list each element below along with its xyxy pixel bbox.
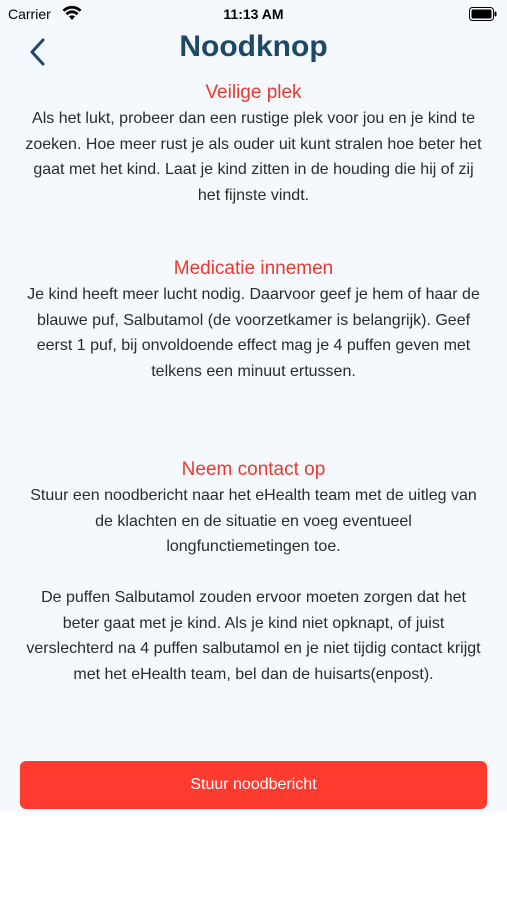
section-safe-place bbox=[22, 80, 485, 208]
section-note bbox=[22, 585, 485, 687]
section-medication bbox=[22, 256, 485, 384]
section-heading: Veilige plek bbox=[205, 82, 302, 103]
carrier-label: Carrier bbox=[8, 6, 51, 22]
send-emergency-message-button[interactable]: Stuur noodbericht bbox=[20, 761, 487, 809]
note-body: De puffen Salbutamol zouden ervoor moeten zorgen dat het beter gaat met je kind. Als je kind niet opknapt, of juist verslechterd na 4 puffen salbutamol en je niet tijdig contact krijgt met het eHealth team, bel dan de huisarts(enpost). bbox=[26, 589, 481, 683]
section-body: Als het lukt, probeer dan een rustige plek voor jou en je kind te zoeken. Hoe meer rust je als ouder uit kunt stralen hoe beter het gaat met het kind. Laat je kind zitten in de houding die hij of zij het fijnste vindt. bbox=[25, 110, 482, 204]
status-time: 11:13 AM bbox=[223, 6, 284, 22]
section-body: Je kind heeft meer lucht nodig. Daarvoor geef je hem of haar de blauwe puf, Salbutamol (de voorzetkamer is belangrijk). Geef eerst 1 puf, bij onvoldoende effect mag je 4 puffen geven met telkens een minuut ertussen. bbox=[27, 286, 480, 380]
page-title: Noodknop bbox=[179, 30, 328, 63]
section-heading: Neem contact op bbox=[181, 459, 326, 480]
battery-icon bbox=[469, 7, 497, 21]
section-contact bbox=[22, 457, 485, 560]
section-heading: Medicatie innemen bbox=[173, 258, 334, 279]
status-bar bbox=[0, 0, 507, 28]
section-body: Stuur een noodbericht naar het eHealth team met de uitleg van de klachten en de situatie en voeg eventueel longfunctiemetingen toe. bbox=[30, 487, 477, 555]
